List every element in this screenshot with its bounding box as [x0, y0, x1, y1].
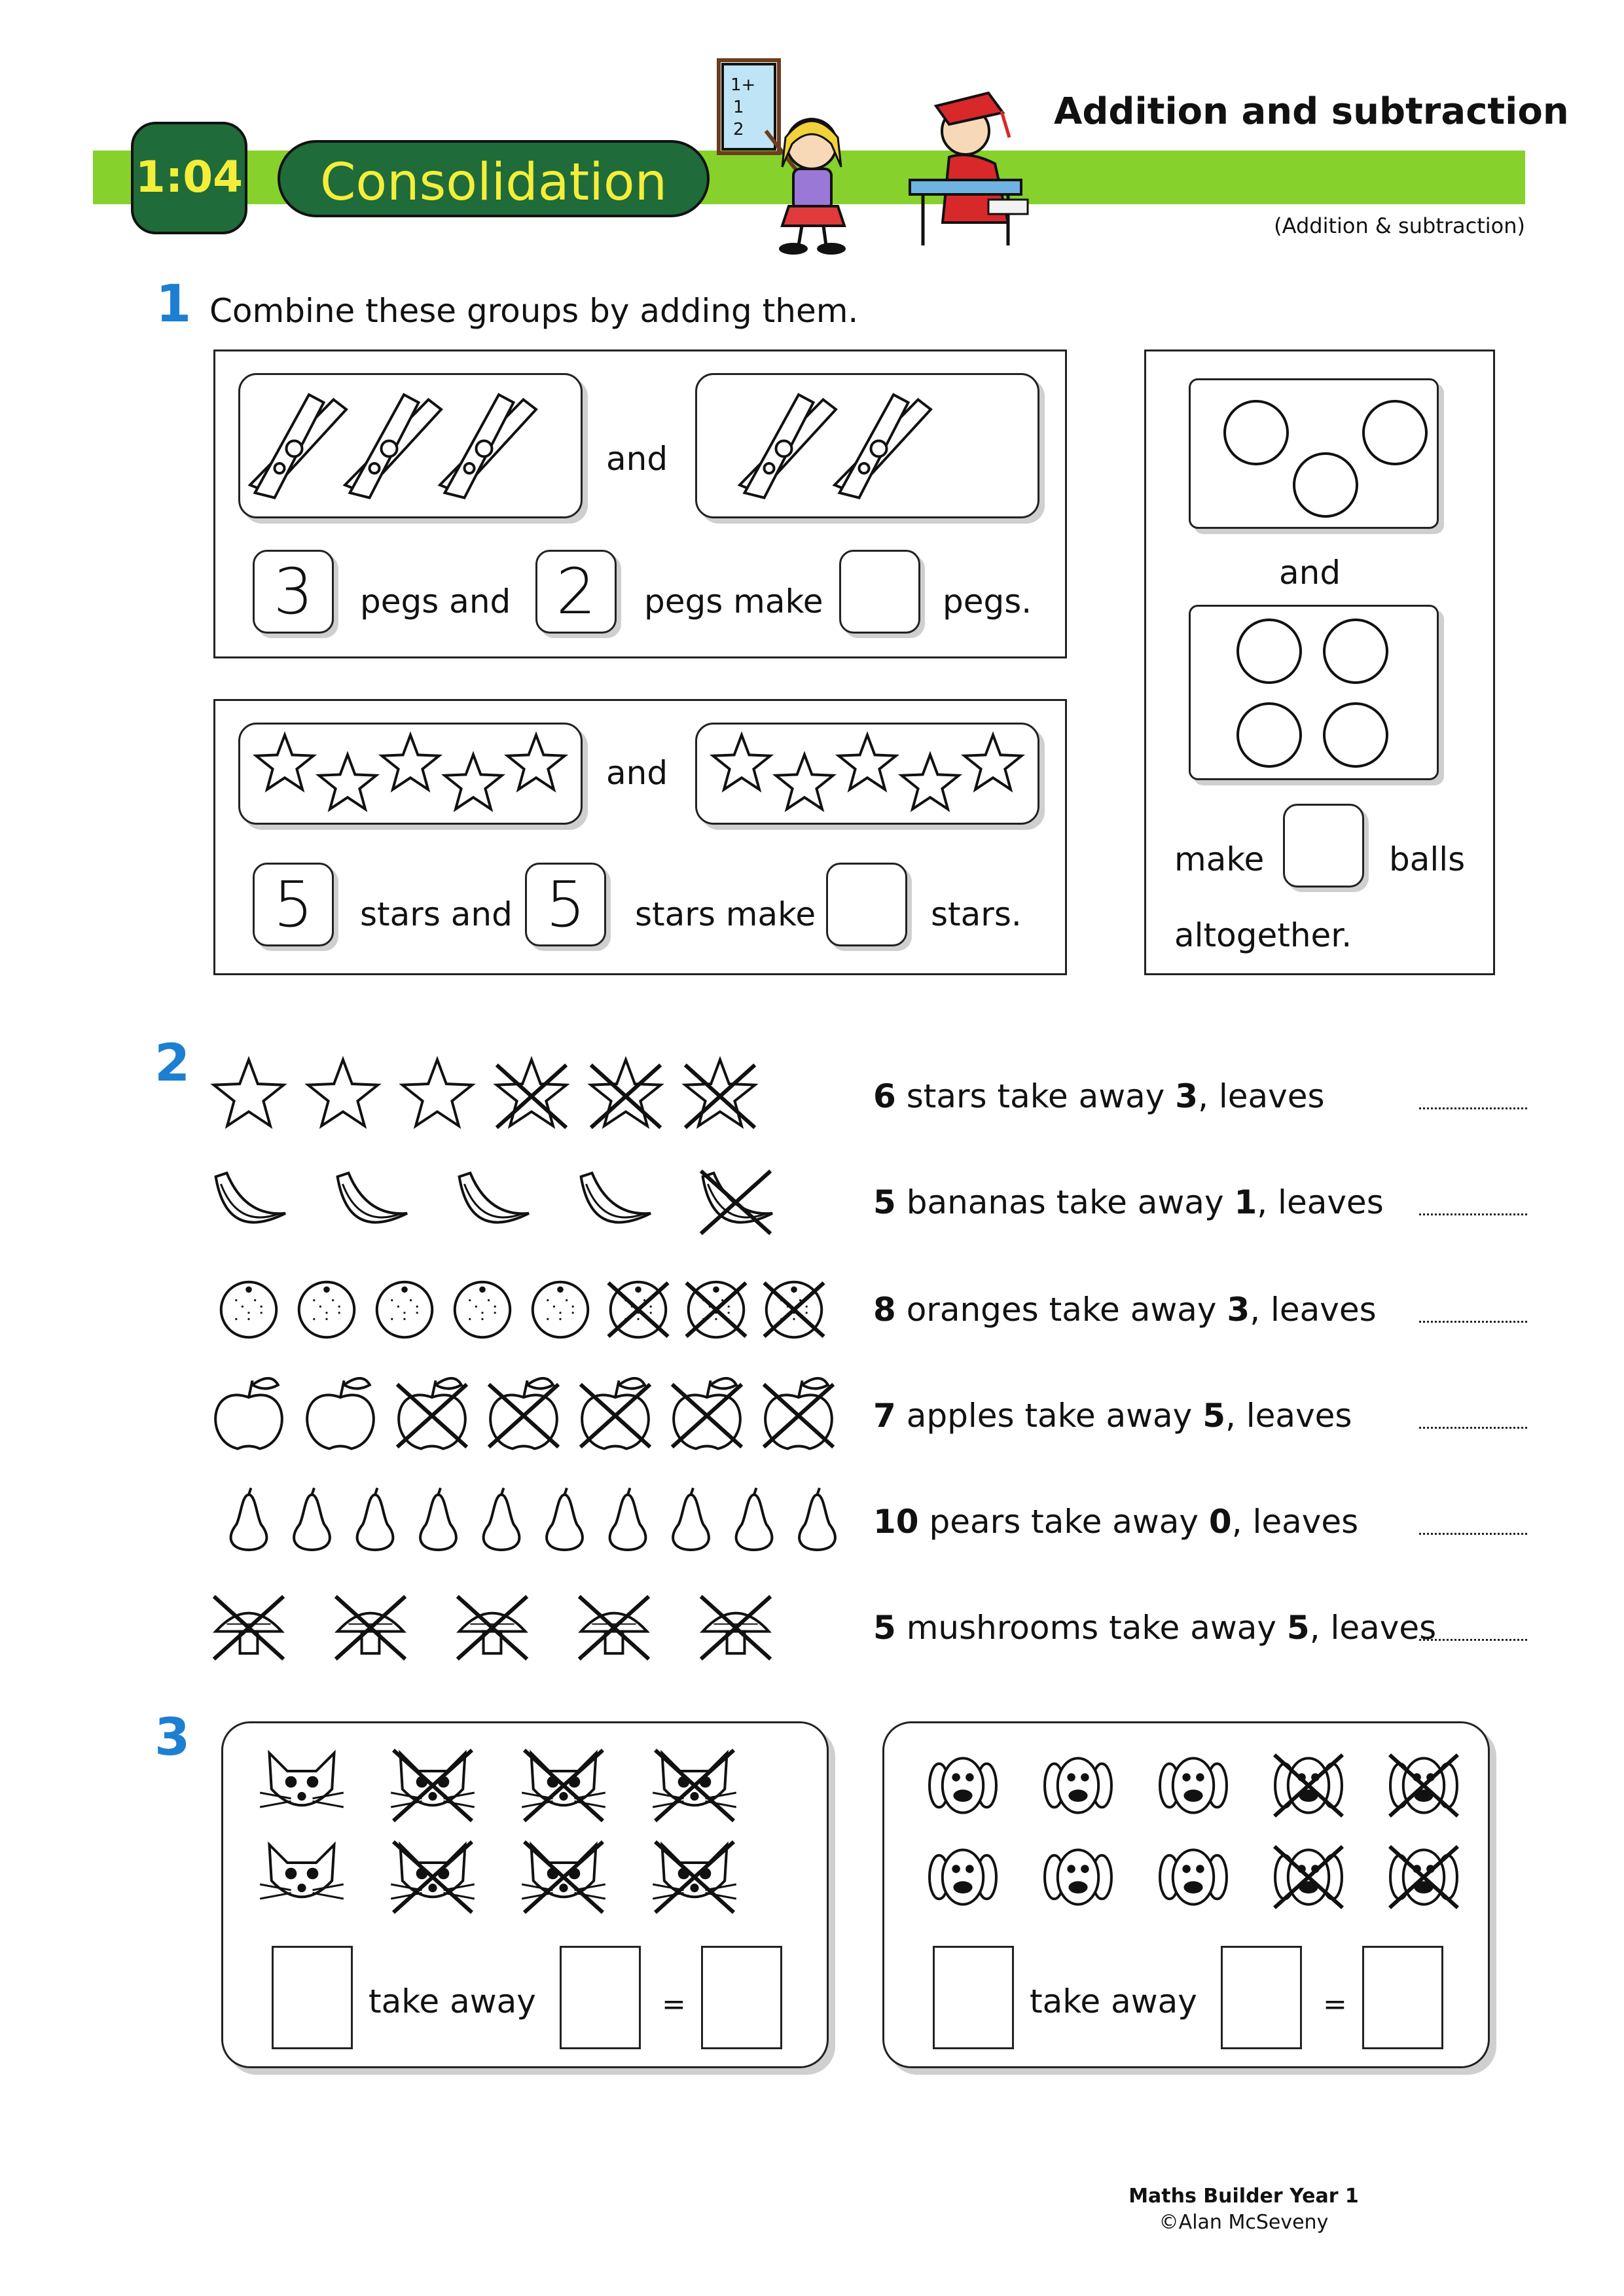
take-away-sentence: 8 oranges take away 3, leaves: [873, 1291, 1377, 1329]
ball-icon: [1363, 401, 1426, 464]
dog-face-icon: [1160, 1758, 1227, 1812]
balls-altogether-text: altogether.: [1174, 916, 1352, 954]
topic-title: Addition and subtraction: [1054, 90, 1569, 133]
pear-icon: [420, 1488, 456, 1550]
pegs-and-text: pegs and: [360, 583, 511, 620]
pear-icon: [736, 1488, 772, 1550]
peg-icon: [440, 395, 536, 498]
cat-face-icon: [260, 1753, 344, 1808]
pear-icon: [547, 1488, 583, 1550]
dog-take-away-panel: [882, 1721, 1490, 2068]
dog-face-icon: [1390, 1755, 1458, 1816]
pegs-second-number-box: 2: [535, 550, 617, 634]
pear-icon: [610, 1488, 646, 1550]
stars-second-number-box: 5: [525, 863, 606, 946]
mushroom-icon: [579, 1596, 649, 1659]
apple-icon: [764, 1378, 833, 1449]
sentence-ta: take away: [1031, 1503, 1199, 1541]
dog-face-icon: [1045, 1758, 1111, 1812]
pegs-answer-box[interactable]: [839, 550, 920, 634]
apple-icon: [581, 1378, 650, 1449]
sentence-ta: take away: [1024, 1397, 1193, 1435]
pegs-group-b: [695, 373, 1039, 518]
ball-icon: [1324, 620, 1387, 683]
pear-icon-group: [209, 1473, 864, 1571]
cat-face-icon: [522, 1842, 605, 1912]
star-icon: [497, 1060, 567, 1128]
balls-group-b: [1189, 605, 1439, 780]
cat-subtract-box[interactable]: [560, 1946, 641, 2049]
mushroom-icon: [336, 1596, 405, 1659]
peg-icon-group-a: [240, 375, 581, 512]
pear-icon: [231, 1488, 267, 1550]
pear-icon: [294, 1488, 330, 1550]
orange-icon: [455, 1282, 510, 1337]
dog-face-icon: [929, 1758, 996, 1812]
svg-text:2: 2: [733, 120, 744, 139]
sentence-item: stars: [906, 1077, 987, 1115]
peg-icon-group-b: [697, 375, 1038, 512]
star-icon: [507, 735, 564, 789]
pegs-first-number-box: 3: [253, 550, 334, 634]
cat-face-icon: [260, 1845, 344, 1899]
peg-icon: [250, 395, 346, 498]
sentence-k: 3: [1175, 1077, 1199, 1115]
sentence-n: 5: [873, 1183, 896, 1221]
apple-icon: [215, 1378, 282, 1449]
banana-icon-group: [209, 1153, 864, 1251]
pegs-make-text: pegs make: [644, 583, 823, 620]
sentence-k: 5: [1286, 1609, 1310, 1647]
cat-face-icon: [522, 1750, 605, 1821]
sentence-n: 8: [873, 1291, 896, 1329]
cat-face-icon: [391, 1750, 475, 1821]
ball-icon: [1225, 401, 1288, 464]
balls-group-a: [1189, 378, 1439, 529]
star-icon-group-b: [697, 725, 1038, 823]
stars-first-number-box: 5: [253, 863, 334, 946]
pear-icon: [799, 1488, 835, 1550]
ball-icon: [1238, 704, 1301, 766]
orange-icon: [221, 1282, 276, 1337]
cat-face-icon: [391, 1842, 475, 1912]
dog-subtract-box[interactable]: [1221, 1946, 1302, 2049]
sentence-item: mushrooms: [906, 1609, 1099, 1647]
mushroom-icon: [701, 1596, 770, 1659]
ball-icon-group-a: [1191, 380, 1439, 528]
dog-face-icon: [929, 1850, 996, 1904]
star-icon: [308, 1060, 378, 1126]
question-3-number: 3: [154, 1708, 190, 1767]
ball-icon: [1238, 620, 1301, 683]
cat-equals-sign: =: [662, 1988, 686, 2021]
cat-face-icon: [653, 1750, 736, 1821]
sentence-ta: take away: [1049, 1291, 1217, 1329]
dog-face-icon: [1045, 1850, 1111, 1904]
lesson-title: Consolidation: [319, 153, 668, 212]
cat-total-box[interactable]: [272, 1946, 353, 2049]
answer-blank-line[interactable]: [1419, 1107, 1527, 1109]
answer-blank-line[interactable]: [1419, 1427, 1527, 1429]
sentence-lv: leaves: [1278, 1183, 1384, 1221]
answer-blank-line[interactable]: [1419, 1213, 1527, 1215]
mushroom-icon: [214, 1596, 283, 1659]
sentence-ta: take away: [1109, 1609, 1276, 1647]
take-away-sentence: 7 apples take away 5, leaves: [873, 1397, 1352, 1435]
sentence-lv: leaves: [1270, 1291, 1377, 1329]
ball-icon: [1324, 704, 1387, 766]
star-icon: [382, 735, 439, 789]
answer-blank-line[interactable]: [1419, 1639, 1527, 1641]
sentence-item: bananas: [906, 1183, 1046, 1221]
svg-text:1+: 1+: [731, 75, 756, 95]
apple-icon: [307, 1378, 374, 1449]
sentence-lv: leaves: [1330, 1609, 1437, 1647]
take-away-sentence: 5 bananas take away 1, leaves: [873, 1183, 1384, 1221]
banana-icon: [460, 1173, 529, 1222]
stars-and-text: stars and: [360, 895, 513, 933]
sentence-k: 1: [1234, 1183, 1257, 1221]
stars-make-text: stars make: [635, 895, 816, 933]
star-icon: [444, 755, 501, 809]
sentence-ta: take away: [997, 1077, 1165, 1115]
lesson-code-badge: [131, 122, 247, 234]
peg-icon: [740, 395, 836, 498]
balls-make-text: make: [1174, 840, 1265, 878]
dog-face-icon: [1160, 1850, 1227, 1904]
star-icon: [713, 735, 770, 789]
cat-take-away-text: take away: [369, 1982, 536, 2020]
star-icon: [256, 735, 313, 789]
star-icon: [591, 1060, 661, 1128]
footer-book-title: Maths Builder Year 1: [1128, 2185, 1359, 2208]
question-2-number: 2: [154, 1034, 190, 1093]
cat-face-icon-group: [223, 1723, 825, 1920]
answer-blank-line[interactable]: [1419, 1321, 1527, 1323]
apple-icon: [397, 1378, 467, 1449]
pear-icon: [484, 1488, 520, 1550]
subtopic-label: (Addition & subtraction): [1274, 213, 1525, 238]
banana-icon: [701, 1171, 772, 1234]
peg-icon: [835, 395, 931, 498]
orange-icon: [764, 1282, 823, 1337]
star-icon: [403, 1060, 473, 1126]
take-away-sentence: 5 mushrooms take away 5, leaves: [873, 1609, 1437, 1647]
sentence-lv: leaves: [1252, 1503, 1359, 1541]
balls-answer-box[interactable]: [1283, 804, 1364, 888]
star-icon: [776, 755, 833, 809]
question-1-instruction: Combine these groups by adding them.: [209, 292, 859, 330]
sentence-n: 7: [873, 1397, 896, 1435]
star-icon: [214, 1060, 284, 1126]
apple-icon: [489, 1378, 558, 1449]
stars-end-text: stars.: [931, 895, 1022, 933]
star-icon: [685, 1060, 755, 1128]
sentence-n: 6: [873, 1077, 896, 1115]
sentence-item: oranges: [906, 1291, 1039, 1329]
stars-and-word: and: [606, 754, 668, 792]
cat-face-icon: [653, 1842, 736, 1912]
star-icon: [901, 755, 958, 809]
dog-face-icon: [1274, 1846, 1343, 1908]
banana-icon: [581, 1173, 651, 1222]
apple-icon: [672, 1378, 742, 1449]
dog-equals-sign: =: [1323, 1988, 1347, 2021]
star-icon-group-a: [240, 725, 581, 823]
orange-icon: [686, 1282, 746, 1337]
orange-icon: [377, 1282, 432, 1337]
take-away-sentence: 6 stars take away 3, leaves: [873, 1077, 1325, 1115]
dog-face-icon: [1390, 1846, 1458, 1908]
sentence-n: 10: [873, 1503, 919, 1541]
orange-icon: [533, 1282, 588, 1337]
pegs-group-a: [238, 373, 583, 518]
answer-blank-line[interactable]: [1419, 1533, 1527, 1535]
star-icon: [964, 735, 1021, 789]
balls-and-word: and: [1279, 554, 1341, 592]
balls-word: balls: [1389, 840, 1466, 878]
sentence-lv: leaves: [1246, 1397, 1352, 1435]
dog-take-away-text: take away: [1030, 1982, 1197, 2020]
banana-icon: [216, 1173, 285, 1222]
sentence-k: 3: [1227, 1291, 1250, 1329]
question-1-number: 1: [156, 275, 192, 334]
take-away-sentence: 10 pears take away 0, leaves: [873, 1503, 1359, 1541]
pegs-and-word: and: [606, 440, 668, 478]
stars-answer-box[interactable]: [826, 863, 907, 946]
peg-icon: [345, 395, 441, 498]
pear-icon: [357, 1488, 393, 1550]
lesson-title-pill: [278, 140, 710, 217]
cat-take-away-panel: [221, 1721, 829, 2068]
svg-text:1: 1: [733, 98, 744, 117]
mushroom-icon: [458, 1596, 527, 1659]
star-icon-group: [209, 1047, 864, 1145]
sentence-item: apples: [906, 1397, 1015, 1435]
sentence-k: 0: [1208, 1503, 1232, 1541]
sentence-lv: leaves: [1218, 1077, 1325, 1115]
ball-icon: [1294, 454, 1357, 516]
apple-icon-group: [209, 1367, 864, 1465]
mushroom-icon-group: [209, 1579, 864, 1677]
pegs-end-text: pegs.: [943, 583, 1032, 620]
orange-icon-group: [209, 1261, 864, 1359]
footer-author: ©Alan McSeveny: [1159, 2211, 1329, 2234]
banana-icon: [338, 1173, 407, 1222]
lesson-code: 1:04: [135, 152, 244, 202]
star-icon: [839, 735, 895, 789]
dog-face-icon-group: [884, 1723, 1487, 1920]
stars-group-b: [695, 723, 1039, 825]
star-icon: [319, 755, 376, 809]
ball-icon-group-b: [1191, 607, 1439, 778]
pear-icon: [673, 1488, 709, 1550]
orange-icon: [608, 1282, 668, 1337]
sentence-k: 5: [1202, 1397, 1225, 1435]
sentence-item: pears: [929, 1503, 1021, 1541]
dog-face-icon: [1274, 1755, 1343, 1816]
cat-result-box[interactable]: [701, 1946, 782, 2049]
orange-icon: [299, 1282, 354, 1337]
classroom-cartoon-illustration: [713, 59, 1047, 255]
stars-group-a: [238, 723, 583, 825]
sentence-ta: take away: [1056, 1183, 1224, 1221]
dog-result-box[interactable]: [1362, 1946, 1443, 2049]
sentence-n: 5: [873, 1609, 896, 1647]
dog-total-box[interactable]: [933, 1946, 1014, 2049]
